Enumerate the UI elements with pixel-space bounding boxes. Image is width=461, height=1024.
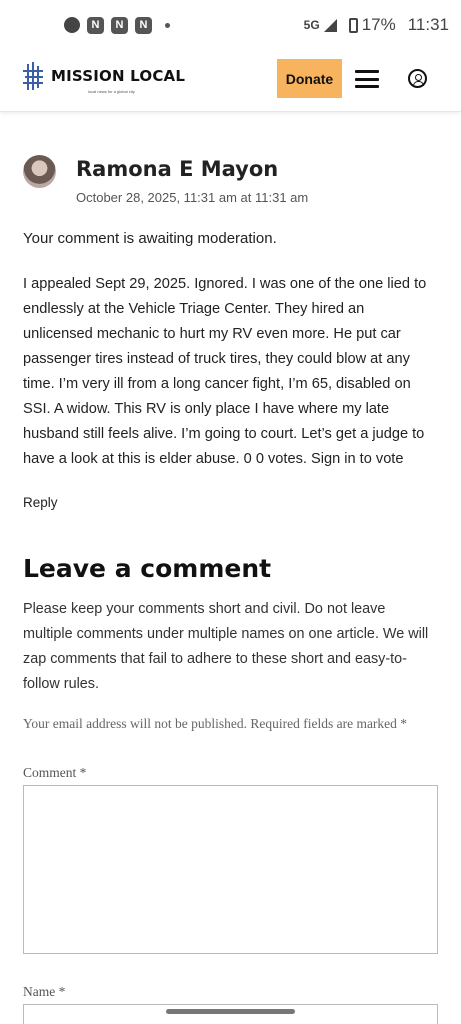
leave-comment-heading: Leave a comment — [23, 554, 272, 583]
app-icon: N — [87, 17, 104, 34]
signal-messenger-icon — [64, 17, 80, 33]
logo-mark-icon — [23, 62, 45, 92]
hamburger-menu-icon[interactable] — [355, 70, 379, 88]
gesture-home-bar[interactable] — [166, 1009, 295, 1014]
comment-policy: Please keep your comments short and civil. Do not leave multiple comments under multiple names on one article. We will zap comments that fail to adhere to these short and easy-to-follow rules. — [23, 601, 429, 692]
signal-icon — [324, 19, 337, 32]
status-bar — [0, 0, 461, 50]
user-account-icon[interactable] — [408, 69, 427, 88]
site-header — [0, 50, 461, 112]
name-label: Name * — [23, 984, 66, 999]
site-logo[interactable] — [23, 62, 185, 92]
clock: 11:31 — [407, 15, 449, 34]
system-indicators — [304, 15, 449, 35]
notification-dot-icon — [165, 23, 170, 28]
comment-textarea[interactable] — [23, 785, 438, 954]
app-icon: N — [135, 17, 152, 34]
comment-author: Ramona E Mayon — [76, 157, 279, 181]
battery-icon — [349, 18, 358, 33]
required-mark: * — [79, 765, 87, 780]
comment-date[interactable]: October 28, 2025, 11:31 am at 11:31 am — [76, 190, 309, 205]
logo-title: MISSION LOCAL — [51, 67, 186, 85]
comment-label: Comment * — [23, 765, 87, 780]
network-type: 5G — [303, 18, 320, 32]
reply-link[interactable]: Reply — [23, 495, 58, 510]
moderation-notice: Your comment is awaiting moderation. — [23, 230, 277, 247]
app-icon: N — [111, 17, 128, 34]
logo-tagline: local news for a global city — [88, 89, 135, 94]
battery-percent: 17% — [361, 15, 396, 34]
avatar — [23, 155, 56, 188]
email-privacy-note: Your email address will not be published. Required fields are marked * — [23, 716, 408, 731]
donate-button[interactable]: Donate — [277, 59, 342, 98]
name-input[interactable] — [23, 1004, 438, 1024]
notification-icons — [64, 17, 170, 34]
comment-text: I appealed Sept 29, 2025. Ignored. I was one of the one lied to endlessly at the Vehicle Triage Center. They hired an unlicensed mechanic to hurt my RV even more. He put car passenger tires instead of truck tires, they could blow at any time. I’m very ill from a long cancer fight, I’m 65, disabled on SSI. A widow. This RV is only place I have where my late husband still feels alive. I’m going to court. Let’s get a judge to have a look at this is elder abuse. 0 0 votes. Sign in to vote — [23, 276, 427, 467]
required-mark: * — [58, 984, 66, 999]
